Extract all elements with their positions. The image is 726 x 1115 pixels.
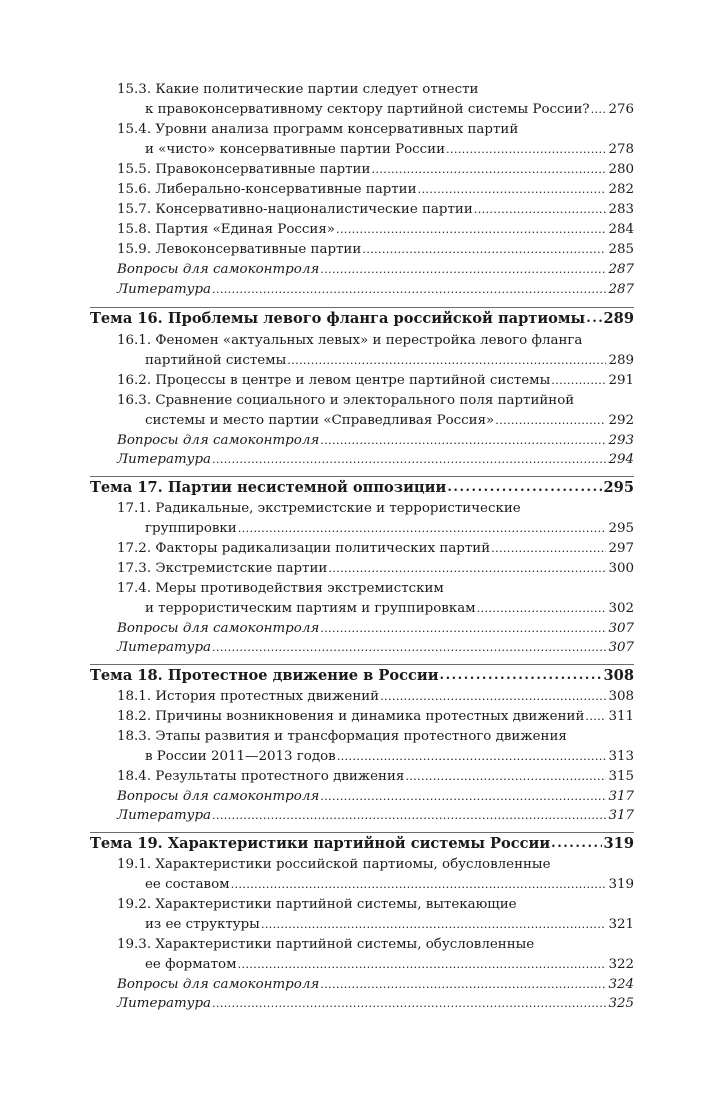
toc-entry-15-3-line1: 15.3. Какие политические партии следует отнести — [117, 82, 479, 97]
page-number: 321 — [608, 917, 634, 932]
page-number: 307 — [608, 621, 634, 636]
toc-entry-18-literature[interactable]: Литература . . . 317 — [117, 806, 634, 826]
toc-entry-17-questions[interactable]: Вопросы для самоконтроля . . . 307 — [117, 619, 634, 639]
toc-entry-16-questions[interactable]: Вопросы для самоконтроля . . . 293 — [117, 431, 634, 451]
toc-entry-15-4-line1: 15.4. Уровни анализа программ консервативных партий — [117, 122, 519, 137]
toc-entry-16-1-line1: 16.1. Феномен «актуальных левых» и перестройка левого фланга — [117, 333, 583, 348]
toc-entry-16-2[interactable]: 16.2. Процессы в центре и левом центре партийной системы . . . 291 — [117, 371, 634, 391]
toc-entry-16-3[interactable]: системы и место партии «Справедливая Россия» . . . 292 — [145, 411, 634, 431]
page-number: 325 — [608, 996, 634, 1011]
page-number: 317 — [608, 789, 634, 804]
page-number: 291 — [608, 373, 634, 388]
toc-topic-17[interactable]: Тема 17. Партии несистемной оппозиции . . . 295 — [90, 477, 634, 499]
page-number: 300 — [608, 561, 634, 576]
page-number: 295 — [608, 521, 634, 536]
toc-entry-18-2[interactable]: 18.2. Причины возникновения и динамика протестных движений . . . 311 — [117, 707, 634, 727]
toc-entry-15-6[interactable]: 15.6. Либерально-консервативные партии . . . 282 — [117, 180, 634, 200]
page-number: 317 — [608, 808, 634, 823]
toc-entry-19-questions[interactable]: Вопросы для самоконтроля . . . 324 — [117, 975, 634, 995]
toc-entry-19-1-line1: 19.1. Характеристики российской партиомы, обусловленные — [117, 857, 551, 872]
toc-topic-19[interactable]: Тема 19. Характеристики партийной системы России . . . 319 — [90, 833, 634, 855]
toc-entry-15-4[interactable]: и «чисто» консервативные партии России . . . 278 — [145, 140, 634, 160]
toc-entry-17-4-line1: 17.4. Меры противодействия экстремистским — [117, 581, 444, 596]
page-number: 280 — [608, 162, 634, 177]
page-number: 311 — [608, 709, 634, 724]
toc-entry-15-5[interactable]: 15.5. Правоконсервативные партии . . . 280 — [117, 160, 634, 180]
page-number: 285 — [608, 242, 634, 257]
toc-entry-19-1[interactable]: ее составом . . . 319 — [145, 875, 634, 895]
page-number: 294 — [608, 452, 634, 467]
toc-entry-15-7[interactable]: 15.7. Консервативно-националистические партии . . . 283 — [117, 200, 634, 220]
toc-entry-15-9[interactable]: 15.9. Левоконсервативные партии . . . 285 — [117, 240, 634, 260]
toc-entry-15-8[interactable]: 15.8. Партия «Единая Россия» . . . 284 — [117, 220, 634, 240]
page-number: 308 — [603, 667, 634, 684]
toc-entry-15-3[interactable]: к правоконсервативному сектору партийной системы России? . . . 276 — [145, 100, 634, 120]
toc-entry-18-4[interactable]: 18.4. Результаты протестного движения . . . 315 — [117, 767, 634, 787]
page-number: 297 — [608, 541, 634, 556]
toc-entry-15-literature[interactable]: Литература . . . 287 — [117, 280, 634, 300]
toc-topic-16[interactable]: Тема 16. Проблемы левого фланга российской партиомы . . . 289 — [90, 308, 634, 330]
page-number: 276 — [608, 102, 634, 117]
page-number: 307 — [608, 640, 634, 655]
page-number: 278 — [608, 142, 634, 157]
toc-entry-17-1[interactable]: группировки . . . 295 — [145, 519, 634, 539]
page-number: 293 — [608, 433, 634, 448]
toc-topic-18[interactable]: Тема 18. Протестное движение в России . . . 308 — [90, 665, 634, 687]
page-number: 292 — [608, 413, 634, 428]
page-number: 319 — [603, 835, 634, 852]
page-number: 302 — [608, 601, 634, 616]
page-number: 282 — [608, 182, 634, 197]
page-number: 284 — [608, 222, 634, 237]
toc-entry-19-2[interactable]: из ее структуры . . . 321 — [145, 915, 634, 935]
toc-entry-16-3-line1: 16.3. Сравнение социального и электорального поля партийной — [117, 393, 575, 408]
page-number: 313 — [608, 749, 634, 764]
toc-entry-17-3[interactable]: 17.3. Экстремистские партии . . . 300 — [117, 559, 634, 579]
page-number: 287 — [608, 262, 634, 277]
toc-entry-17-4[interactable]: и террористическим партиям и группировкам . . . 302 — [145, 599, 634, 619]
toc-entry-19-literature[interactable]: Литература . . . 325 — [117, 994, 634, 1014]
page-number: 287 — [608, 282, 634, 297]
toc-entry-18-questions[interactable]: Вопросы для самоконтроля . . . 317 — [117, 787, 634, 807]
toc-entry-18-1[interactable]: 18.1. История протестных движений . . . 308 — [117, 687, 634, 707]
toc-entry-19-3-line1: 19.3. Характеристики партийной системы, обусловленные — [117, 937, 535, 952]
page-number: 289 — [608, 353, 634, 368]
toc-entry-16-literature[interactable]: Литература . . . 294 — [117, 450, 634, 470]
page-number: 289 — [603, 310, 634, 327]
page-number: 308 — [608, 689, 634, 704]
toc-entry-17-literature[interactable]: Литература . . . 307 — [117, 638, 634, 658]
toc-entry-16-1[interactable]: партийной системы . . . 289 — [145, 351, 634, 371]
page-number: 319 — [608, 877, 634, 892]
page-number: 315 — [608, 769, 634, 784]
toc-entry-17-1-line1: 17.1. Радикальные, экстремистские и террористические — [117, 501, 521, 516]
toc-entry-19-3[interactable]: ее форматом . . . 322 — [145, 955, 634, 975]
toc-entry-19-2-line1: 19.2. Характеристики партийной системы, вытекающие — [117, 897, 517, 912]
page-number: 283 — [608, 202, 634, 217]
page-number: 324 — [608, 977, 634, 992]
page-number: 295 — [603, 479, 634, 496]
toc-entry-18-3[interactable]: в России 2011—2013 годов . . . 313 — [145, 747, 634, 767]
toc-entry-15-questions[interactable]: Вопросы для самоконтроля . . . 287 — [117, 260, 634, 280]
page-number: 322 — [608, 957, 634, 972]
toc-entry-17-2[interactable]: 17.2. Факторы радикализации политических партий . . . 297 — [117, 539, 634, 559]
toc-entry-18-3-line1: 18.3. Этапы развития и трансформация протестного движения — [117, 729, 567, 744]
